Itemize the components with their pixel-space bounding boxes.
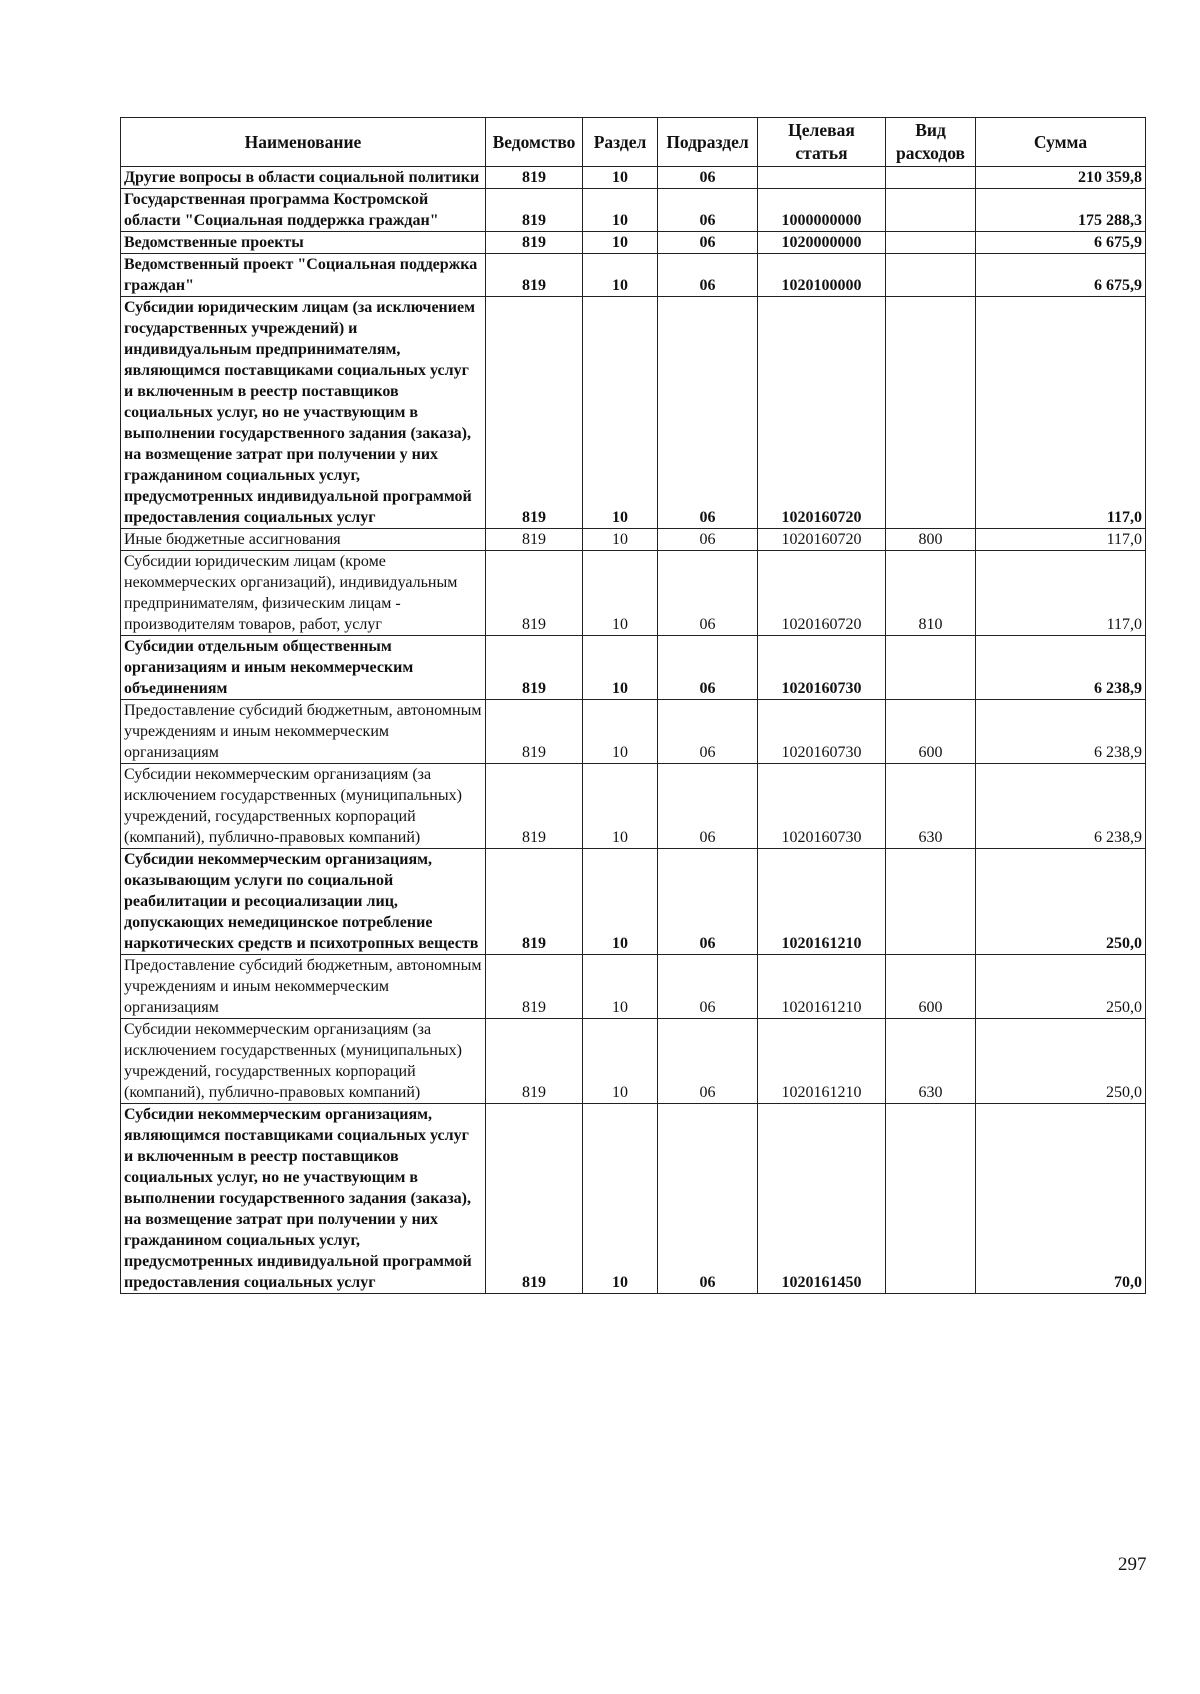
cell-name: Субсидии некоммерческим организациям (за исключением государственных (муниципальных) учреждений, государственных корпораций (компаний), публично-правовых компаний) <box>121 764 486 849</box>
cell-subsection: 06 <box>658 297 758 529</box>
cell-name: Иные бюджетные ассигнования <box>121 529 486 551</box>
cell-dept: 819 <box>486 167 583 189</box>
cell-sum: 6 238,9 <box>976 636 1146 700</box>
cell-sum: 117,0 <box>976 529 1146 551</box>
cell-sum: 250,0 <box>976 849 1146 955</box>
cell-section: 10 <box>583 232 658 254</box>
header-sum: Сумма <box>976 118 1146 167</box>
cell-subsection: 06 <box>658 636 758 700</box>
table-row <box>121 955 1146 1019</box>
cell-type <box>886 849 976 955</box>
table-row <box>121 167 1146 189</box>
table-row <box>121 297 1146 529</box>
cell-subsection: 06 <box>658 167 758 189</box>
cell-sum: 70,0 <box>976 1104 1146 1294</box>
cell-name: Субсидии некоммерческим организациям (за исключением государственных (муниципальных) учреждений, государственных корпораций (компаний), публично-правовых компаний) <box>121 1019 486 1104</box>
cell-section: 10 <box>583 700 658 764</box>
cell-section: 10 <box>583 254 658 297</box>
cell-sum: 175 288,3 <box>976 189 1146 232</box>
table-row <box>121 254 1146 297</box>
cell-dept: 819 <box>486 700 583 764</box>
cell-sum: 250,0 <box>976 955 1146 1019</box>
cell-name: Субсидии отдельным общественным организациям и иным некоммерческим объединениям <box>121 636 486 700</box>
cell-subsection: 06 <box>658 955 758 1019</box>
table-row <box>121 189 1146 232</box>
table-row <box>121 700 1146 764</box>
cell-dept: 819 <box>486 529 583 551</box>
cell-sum: 210 359,8 <box>976 167 1146 189</box>
cell-name: Ведомственные проекты <box>121 232 486 254</box>
cell-dept: 819 <box>486 189 583 232</box>
cell-subsection: 06 <box>658 551 758 636</box>
cell-sum: 117,0 <box>976 297 1146 529</box>
cell-type <box>886 1104 976 1294</box>
cell-type: 800 <box>886 529 976 551</box>
cell-target: 1020160720 <box>758 297 886 529</box>
budget-table <box>120 117 1146 1294</box>
cell-sum: 6 238,9 <box>976 764 1146 849</box>
table-row <box>121 764 1146 849</box>
cell-target: 1020160720 <box>758 551 886 636</box>
cell-target: 1020161210 <box>758 1019 886 1104</box>
cell-name: Предоставление субсидий бюджетным, автономным учреждениям и иным некоммерческим организациям <box>121 955 486 1019</box>
cell-section: 10 <box>583 849 658 955</box>
header-type <box>886 118 976 167</box>
cell-target: 1020161450 <box>758 1104 886 1294</box>
cell-type: 600 <box>886 955 976 1019</box>
cell-subsection: 06 <box>658 764 758 849</box>
page-number: 297 <box>1118 1554 1147 1575</box>
cell-section: 10 <box>583 1104 658 1294</box>
cell-target: 1020161210 <box>758 955 886 1019</box>
cell-name: Государственная программа Костромской области "Социальная поддержка граждан" <box>121 189 486 232</box>
header-target-line2: статья <box>795 143 848 163</box>
cell-sum: 6 675,9 <box>976 232 1146 254</box>
cell-target <box>758 167 886 189</box>
cell-dept: 819 <box>486 254 583 297</box>
table-body <box>121 167 1146 1294</box>
cell-section: 10 <box>583 551 658 636</box>
cell-section: 10 <box>583 636 658 700</box>
cell-subsection: 06 <box>658 254 758 297</box>
header-section: Раздел <box>583 118 658 167</box>
cell-target: 1020160730 <box>758 636 886 700</box>
cell-name: Ведомственный проект "Социальная поддержка граждан" <box>121 254 486 297</box>
cell-type <box>886 297 976 529</box>
cell-dept: 819 <box>486 764 583 849</box>
cell-section: 10 <box>583 189 658 232</box>
cell-name: Субсидии некоммерческим организациям, являющимся поставщиками социальных услуг и включенным в реестр поставщиков социальных услуг, но не участвующим в выполнении государственного задания (заказа), на возмещение затрат при получении у них гражданином социальных услуг, предусмотренных индивидуальной программой предоставления социальных услуг <box>121 1104 486 1294</box>
cell-target: 1020160720 <box>758 529 886 551</box>
header-row <box>121 118 1146 167</box>
cell-target: 1020160730 <box>758 700 886 764</box>
cell-subsection: 06 <box>658 529 758 551</box>
header-type-line2: расходов <box>896 143 965 163</box>
table-row <box>121 636 1146 700</box>
header-target-line1: Целевая <box>788 120 855 140</box>
cell-sum: 6 675,9 <box>976 254 1146 297</box>
cell-dept: 819 <box>486 636 583 700</box>
cell-type <box>886 232 976 254</box>
cell-type: 810 <box>886 551 976 636</box>
cell-name: Субсидии юридическим лицам (за исключением государственных учреждений) и индивидуальным предпринимателям, являющимся поставщиками социальных услуг и включенным в реестр поставщиков социальных услуг, но не участвующим в выполнении государственного задания (заказа), на возмещение затрат при получении у них гражданином социальных услуг, предусмотренных индивидуальной программой предоставления социальных услуг <box>121 297 486 529</box>
cell-type <box>886 189 976 232</box>
cell-dept: 819 <box>486 955 583 1019</box>
table-row <box>121 1104 1146 1294</box>
table-row <box>121 551 1146 636</box>
cell-section: 10 <box>583 297 658 529</box>
cell-section: 10 <box>583 955 658 1019</box>
cell-type: 630 <box>886 1019 976 1104</box>
header-name: Наименование <box>121 118 486 167</box>
cell-target: 1020000000 <box>758 232 886 254</box>
cell-dept: 819 <box>486 297 583 529</box>
header-type-line1: Вид <box>915 120 946 140</box>
cell-section: 10 <box>583 167 658 189</box>
header-dept: Ведомство <box>486 118 583 167</box>
cell-dept: 819 <box>486 551 583 636</box>
cell-type <box>886 167 976 189</box>
cell-subsection: 06 <box>658 1019 758 1104</box>
cell-dept: 819 <box>486 1019 583 1104</box>
cell-subsection: 06 <box>658 849 758 955</box>
cell-subsection: 06 <box>658 189 758 232</box>
table-row <box>121 232 1146 254</box>
cell-subsection: 06 <box>658 1104 758 1294</box>
table-row <box>121 1019 1146 1104</box>
cell-type <box>886 636 976 700</box>
cell-subsection: 06 <box>658 232 758 254</box>
cell-name: Субсидии юридическим лицам (кроме некоммерческих организаций), индивидуальным предпринимателям, физическим лицам - производителям товаров, работ, услуг <box>121 551 486 636</box>
cell-dept: 819 <box>486 1104 583 1294</box>
cell-section: 10 <box>583 1019 658 1104</box>
cell-target: 1020100000 <box>758 254 886 297</box>
table-row <box>121 849 1146 955</box>
cell-sum: 6 238,9 <box>976 700 1146 764</box>
cell-target: 1000000000 <box>758 189 886 232</box>
header-subsection: Подраздел <box>658 118 758 167</box>
cell-sum: 117,0 <box>976 551 1146 636</box>
cell-type: 630 <box>886 764 976 849</box>
cell-name: Субсидии некоммерческим организациям, оказывающим услуги по социальной реабилитации и ресоциализации лиц, допускающих немедицинское потребление наркотических средств и психотропных веществ <box>121 849 486 955</box>
header-target <box>758 118 886 167</box>
cell-type: 600 <box>886 700 976 764</box>
cell-type <box>886 254 976 297</box>
cell-section: 10 <box>583 529 658 551</box>
cell-dept: 819 <box>486 232 583 254</box>
cell-name: Предоставление субсидий бюджетным, автономным учреждениям и иным некоммерческим организациям <box>121 700 486 764</box>
cell-dept: 819 <box>486 849 583 955</box>
cell-subsection: 06 <box>658 700 758 764</box>
table-row <box>121 529 1146 551</box>
cell-section: 10 <box>583 764 658 849</box>
cell-name: Другие вопросы в области социальной политики <box>121 167 486 189</box>
cell-target: 1020160730 <box>758 764 886 849</box>
cell-sum: 250,0 <box>976 1019 1146 1104</box>
cell-target: 1020161210 <box>758 849 886 955</box>
